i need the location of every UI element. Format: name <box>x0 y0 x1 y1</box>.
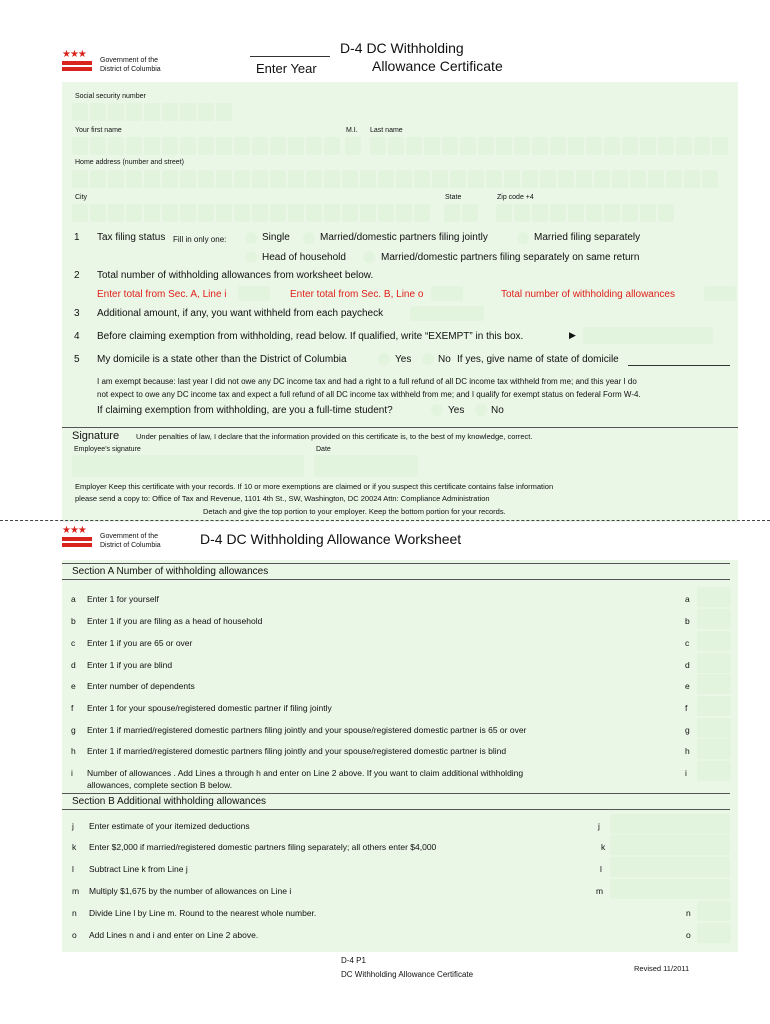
zip-char[interactable] <box>622 204 638 222</box>
city-char[interactable] <box>306 204 322 222</box>
l5-no: No <box>438 354 451 365</box>
ws-line-j-letter-right: j <box>598 821 600 831</box>
ws-line-l-letter: l <box>72 864 74 874</box>
arrow-right-icon: ▶ <box>569 330 576 340</box>
radio-student-yes[interactable] <box>431 404 443 416</box>
first-name-char[interactable] <box>288 137 304 155</box>
ws-line-k-letter-right: k <box>601 842 606 852</box>
address-char[interactable] <box>702 170 718 188</box>
city-char[interactable] <box>234 204 250 222</box>
city-char[interactable] <box>360 204 376 222</box>
footer-revised: Revised 11/2011 <box>634 964 690 973</box>
ws-line-k-input[interactable] <box>610 835 730 855</box>
ws-line-g-letter: g <box>71 725 76 735</box>
last-name-char[interactable] <box>460 137 476 155</box>
address-label: Home address (number and street) <box>75 159 184 166</box>
ssn-digit[interactable] <box>90 103 106 121</box>
ws-line-d-input[interactable] <box>697 653 731 673</box>
opt-mfs: Married filing separately <box>534 232 641 243</box>
city-char[interactable] <box>144 204 160 222</box>
zip-char[interactable] <box>658 204 674 222</box>
ssn-label: Social security number <box>75 93 146 100</box>
first-name-char[interactable] <box>126 137 142 155</box>
ws-line-a-letter-right: a <box>685 594 690 604</box>
zip-char[interactable] <box>568 204 584 222</box>
first-name-char[interactable] <box>144 137 160 155</box>
address-char[interactable] <box>468 170 484 188</box>
line-2-b-label: Enter total from Sec. B, Line o <box>290 289 424 300</box>
first-name-char[interactable] <box>234 137 250 155</box>
line-5-num: 5 <box>74 354 80 365</box>
ws-line-c-letter: c <box>71 638 76 648</box>
ws-line-f-input[interactable] <box>697 696 731 716</box>
address-char[interactable] <box>684 170 700 188</box>
city-char[interactable] <box>288 204 304 222</box>
employer-text-2: please send a copy to: Office of Tax and Revenue, 1101 4th St., SW, Washington, DC 20024 Attn: Compliance Administration <box>75 494 490 503</box>
ws-line-i-letter: i <box>71 768 73 778</box>
last-name-char[interactable] <box>586 137 602 155</box>
ws-line-n-letter-right: n <box>686 908 691 918</box>
ws-line-f-letter-right: f <box>685 703 688 713</box>
state-char[interactable] <box>462 204 478 222</box>
city-char[interactable] <box>252 204 268 222</box>
ws-line-n-label: Divide Line l by Line m. Round to the nearest whole number. <box>89 908 317 918</box>
ws-line-o-label: Add Lines n and i and enter on Line 2 above. <box>89 930 259 940</box>
city-char[interactable] <box>396 204 412 222</box>
footer-code: D-4 P1 <box>341 956 366 965</box>
line-4-num: 4 <box>74 331 80 342</box>
ws-line-l-letter-right: l <box>600 864 602 874</box>
radio-l5-no[interactable] <box>422 353 434 365</box>
city-char[interactable] <box>414 204 430 222</box>
line-3-num: 3 <box>74 308 80 319</box>
address-char[interactable] <box>504 170 520 188</box>
last-name-char[interactable] <box>658 137 674 155</box>
ws-line-i-label-2: allowances, complete section B below. <box>87 780 233 790</box>
ws-line-i-label: Number of allowances . Add Lines a through h and enter on Line 2 above. If you want to claim additional withholding <box>87 768 524 778</box>
address-char[interactable] <box>162 170 178 188</box>
last-name-char[interactable] <box>424 137 440 155</box>
first-name-char[interactable] <box>252 137 268 155</box>
section-b-title: Section B Additional withholding allowances <box>72 796 267 807</box>
last-name-char[interactable] <box>532 137 548 155</box>
signature-decl: Under penalties of law, I declare that the information provided on this certificate is, to the best of my knowledge, correct. <box>136 432 533 441</box>
zip-char[interactable] <box>532 204 548 222</box>
radio-l5-yes[interactable] <box>378 353 390 365</box>
first-name-char[interactable] <box>216 137 232 155</box>
address-char[interactable] <box>180 170 196 188</box>
opt-mfj: Married/domestic partners filing jointly <box>320 232 488 243</box>
city-char[interactable] <box>72 204 88 222</box>
radio-mfs-same[interactable] <box>363 251 375 263</box>
radio-single[interactable] <box>245 232 257 244</box>
address-char[interactable] <box>234 170 250 188</box>
radio-hoh[interactable] <box>245 251 257 263</box>
address-char[interactable] <box>378 170 394 188</box>
address-char[interactable] <box>576 170 592 188</box>
line-2-a-label: Enter total from Sec. A, Line i <box>97 289 227 300</box>
ws-line-e-label: Enter number of dependents <box>87 681 195 691</box>
last-name-char[interactable] <box>604 137 620 155</box>
first-name-char[interactable] <box>324 137 340 155</box>
ws-line-k-letter: k <box>72 842 77 852</box>
address-char[interactable] <box>450 170 466 188</box>
ws-line-f-letter: f <box>71 703 74 713</box>
exempt-text-1: I am exempt because: last year I did not owe any DC income tax and had a right to a full refund of all DC income tax withheld from me; and this year I do <box>97 377 637 386</box>
ws-line-e-input[interactable] <box>697 674 731 694</box>
mi-label: M.I. <box>346 127 358 134</box>
employer-text-1: Employer Keep this certificate with your records. If 10 or more exemptions are claimed or if you suspect this certificate contains false information <box>75 482 554 491</box>
address-char[interactable] <box>432 170 448 188</box>
ws-line-e-letter-right: e <box>685 681 690 691</box>
l5-state-line[interactable] <box>628 365 730 366</box>
gov-label-2: Government of the District of Columbia <box>100 533 161 549</box>
ws-line-c-label: Enter 1 if you are 65 or over <box>87 638 193 648</box>
last-name-char[interactable] <box>640 137 656 155</box>
ws-line-g-letter-right: g <box>685 725 690 735</box>
zip-char[interactable] <box>640 204 656 222</box>
city-char[interactable] <box>180 204 196 222</box>
city-char[interactable] <box>342 204 358 222</box>
first-name-label: Your first name <box>75 127 122 134</box>
ssn-digit[interactable] <box>126 103 142 121</box>
student-yes: Yes <box>448 405 465 416</box>
section-a-title: Section A Number of withholding allowances <box>72 566 269 577</box>
last-name-char[interactable] <box>550 137 566 155</box>
address-char[interactable] <box>324 170 340 188</box>
address-char[interactable] <box>270 170 286 188</box>
last-name-char[interactable] <box>712 137 728 155</box>
ws-line-f-label: Enter 1 for your spouse/registered domestic partner if filing jointly <box>87 703 332 713</box>
mi-char[interactable] <box>345 137 361 155</box>
radio-mfs[interactable] <box>517 232 529 244</box>
line-1-label: Tax filing status <box>97 232 166 243</box>
city-char[interactable] <box>126 204 142 222</box>
radio-student-no[interactable] <box>475 404 487 416</box>
last-name-char[interactable] <box>694 137 710 155</box>
address-char[interactable] <box>648 170 664 188</box>
address-char[interactable] <box>198 170 214 188</box>
exempt-text-2: not expect to owe any DC income tax and expect a full refund of all DC income tax withheld from me; and I qualify for exempt status on federal Form W-4. <box>97 390 641 399</box>
ws-line-a-letter: a <box>71 594 76 604</box>
ws-line-i-input[interactable] <box>697 761 731 781</box>
city-char[interactable] <box>270 204 286 222</box>
address-char[interactable] <box>414 170 430 188</box>
first-name-char[interactable] <box>90 137 106 155</box>
ssn-digit[interactable] <box>108 103 124 121</box>
first-name-char[interactable] <box>108 137 124 155</box>
line-2-label: Total number of withholding allowances from worksheet below. <box>97 270 374 281</box>
signature-title: Signature <box>72 430 120 442</box>
footer-name: DC Withholding Allowance Certificate <box>341 970 474 979</box>
line-2-total-input[interactable] <box>704 286 736 301</box>
ws-line-b-letter-right: b <box>685 616 690 626</box>
address-char[interactable] <box>144 170 160 188</box>
last-name-label: Last name <box>370 127 403 134</box>
city-char[interactable] <box>198 204 214 222</box>
ssn-digit[interactable] <box>180 103 196 121</box>
opt-mfs-same: Married/domestic partners filing separately on same return <box>381 252 640 263</box>
state-label: State <box>445 194 462 201</box>
ws-line-j-input[interactable] <box>610 814 730 834</box>
city-char[interactable] <box>216 204 232 222</box>
ws-line-m-letter: m <box>72 886 80 896</box>
last-name-char[interactable] <box>514 137 530 155</box>
ws-line-o-letter-right: o <box>686 930 691 940</box>
enter-year[interactable]: Enter Year <box>256 61 317 76</box>
ws-line-b-label: Enter 1 if you are filing as a head of household <box>87 616 263 626</box>
ws-line-n-letter: n <box>72 908 77 918</box>
zip-char[interactable] <box>514 204 530 222</box>
ws-line-h-letter: h <box>71 746 76 756</box>
line-5-label: My domicile is a state other than the District of Columbia <box>97 354 347 365</box>
address-char[interactable] <box>486 170 502 188</box>
line-2-total-label: Total number of withholding allowances <box>501 289 675 300</box>
ws-line-k-label: Enter $2,000 if married/registered domestic partners filing separately; all others enter $4,000 <box>89 842 437 852</box>
ws-line-b-input[interactable] <box>697 609 731 629</box>
line-3-input[interactable] <box>410 306 484 321</box>
ws-line-h-input[interactable] <box>697 739 731 759</box>
first-name-char[interactable] <box>162 137 178 155</box>
city-char[interactable] <box>108 204 124 222</box>
dc-flag-icon-2: ★★★ <box>62 526 92 547</box>
first-name-char[interactable] <box>72 137 88 155</box>
form-title: D-4 DC Withholding <box>340 40 464 56</box>
ws-line-c-input[interactable] <box>697 631 731 651</box>
address-char[interactable] <box>126 170 142 188</box>
ws-line-h-letter-right: h <box>685 746 690 756</box>
first-name-char[interactable] <box>198 137 214 155</box>
l5-tail: If yes, give name of state of domicile <box>457 354 619 365</box>
ws-line-d-label: Enter 1 if you are blind <box>87 660 173 670</box>
ws-line-l-input[interactable] <box>610 857 730 877</box>
ws-line-m-label: Multiply $1,675 by the number of allowances on Line i <box>89 886 292 896</box>
line-1-hint: Fill in only one: <box>173 235 227 244</box>
address-char[interactable] <box>666 170 682 188</box>
worksheet-title: D-4 DC Withholding Allowance Worksheet <box>200 531 462 547</box>
last-name-char[interactable] <box>388 137 404 155</box>
line-1-num: 1 <box>74 232 80 243</box>
date-label: Date <box>316 446 331 453</box>
zip-label: Zip code +4 <box>497 194 534 201</box>
student-no: No <box>491 405 504 416</box>
address-char[interactable] <box>630 170 646 188</box>
opt-hoh: Head of household <box>262 252 346 263</box>
ssn-digit[interactable] <box>198 103 214 121</box>
ws-line-g-input[interactable] <box>697 718 731 738</box>
address-char[interactable] <box>612 170 628 188</box>
ws-line-d-letter: d <box>71 660 76 670</box>
ws-line-a-label: Enter 1 for yourself <box>87 594 159 604</box>
city-char[interactable] <box>162 204 178 222</box>
address-char[interactable] <box>72 170 88 188</box>
ws-line-i-letter-right: i <box>685 768 687 778</box>
line-3-label: Additional amount, if any, you want withheld from each paycheck <box>97 308 384 319</box>
opt-single: Single <box>262 232 290 243</box>
ws-line-m-input[interactable] <box>610 879 730 899</box>
last-name-char[interactable] <box>370 137 386 155</box>
student-label: If claiming exemption from withholding, are you a full-time student? <box>97 405 393 416</box>
city-char[interactable] <box>324 204 340 222</box>
zip-char[interactable] <box>550 204 566 222</box>
ws-line-d-letter-right: d <box>685 660 690 670</box>
ssn-digit[interactable] <box>216 103 232 121</box>
form-subtitle: Allowance Certificate <box>372 58 503 74</box>
l5-yes: Yes <box>395 354 412 365</box>
address-char[interactable] <box>252 170 268 188</box>
line-4-label: Before claiming exemption from withholding, read below. If qualified, write “EXEMPT” in this box. <box>97 331 524 342</box>
first-name-char[interactable] <box>180 137 196 155</box>
city-char[interactable] <box>378 204 394 222</box>
address-char[interactable] <box>108 170 124 188</box>
first-name-char[interactable] <box>270 137 286 155</box>
line-2-b-input[interactable] <box>431 286 463 301</box>
zip-char[interactable] <box>604 204 620 222</box>
detach-line <box>0 520 770 521</box>
line-2-a-input[interactable] <box>238 286 270 301</box>
address-char[interactable] <box>216 170 232 188</box>
city-label: City <box>75 194 88 201</box>
last-name-char[interactable] <box>442 137 458 155</box>
ssn-digit[interactable] <box>162 103 178 121</box>
address-char[interactable] <box>522 170 538 188</box>
gov-label: Government of the District of Columbia <box>100 57 161 73</box>
last-name-char[interactable] <box>478 137 494 155</box>
ssn-digit[interactable] <box>72 103 88 121</box>
ws-line-e-letter: e <box>71 681 76 691</box>
ws-line-c-letter-right: c <box>685 638 690 648</box>
last-name-char[interactable] <box>406 137 422 155</box>
ws-line-m-letter-right: m <box>596 886 604 896</box>
ws-line-o-input[interactable] <box>697 923 731 943</box>
ws-line-l-label: Subtract Line k from Line j <box>89 864 188 874</box>
detach-text: Detach and give the top portion to your employer. Keep the bottom portion for your records. <box>203 507 506 516</box>
date-input[interactable] <box>314 455 418 477</box>
ws-line-j-label: Enter estimate of your itemized deductions <box>89 821 250 831</box>
ws-line-o-letter: o <box>72 930 77 940</box>
signature-input[interactable] <box>72 455 304 477</box>
last-name-char[interactable] <box>496 137 512 155</box>
line-4-exempt-input[interactable] <box>583 327 713 344</box>
last-name-char[interactable] <box>622 137 638 155</box>
last-name-char[interactable] <box>676 137 692 155</box>
zip-char[interactable] <box>496 204 512 222</box>
last-name-char[interactable] <box>568 137 584 155</box>
address-char[interactable] <box>306 170 322 188</box>
address-char[interactable] <box>558 170 574 188</box>
city-char[interactable] <box>90 204 106 222</box>
first-name-char[interactable] <box>306 137 322 155</box>
ws-line-n-input[interactable] <box>697 901 731 921</box>
address-char[interactable] <box>396 170 412 188</box>
ws-line-a-input[interactable] <box>697 587 731 607</box>
line-2-num: 2 <box>74 270 80 281</box>
emp-sig-label: Employee’s signature <box>74 446 141 453</box>
dc-flag-icon: ★★★ <box>62 50 92 71</box>
ssn-digit[interactable] <box>144 103 160 121</box>
ws-line-j-letter: j <box>72 821 74 831</box>
ws-line-b-letter: b <box>71 616 76 626</box>
address-char[interactable] <box>360 170 376 188</box>
ws-line-h-label: Enter 1 if married/registered domestic partners filing jointly and your spouse/registered domestic partner is blind <box>87 746 507 756</box>
address-char[interactable] <box>288 170 304 188</box>
address-char[interactable] <box>90 170 106 188</box>
address-char[interactable] <box>540 170 556 188</box>
zip-char[interactable] <box>586 204 602 222</box>
address-char[interactable] <box>342 170 358 188</box>
ws-line-g-label: Enter 1 if married/registered domestic partners filing jointly and your spouse/registered domestic partner is 65 or over <box>87 725 527 735</box>
state-char[interactable] <box>444 204 460 222</box>
address-char[interactable] <box>594 170 610 188</box>
radio-mfj[interactable] <box>303 232 315 244</box>
